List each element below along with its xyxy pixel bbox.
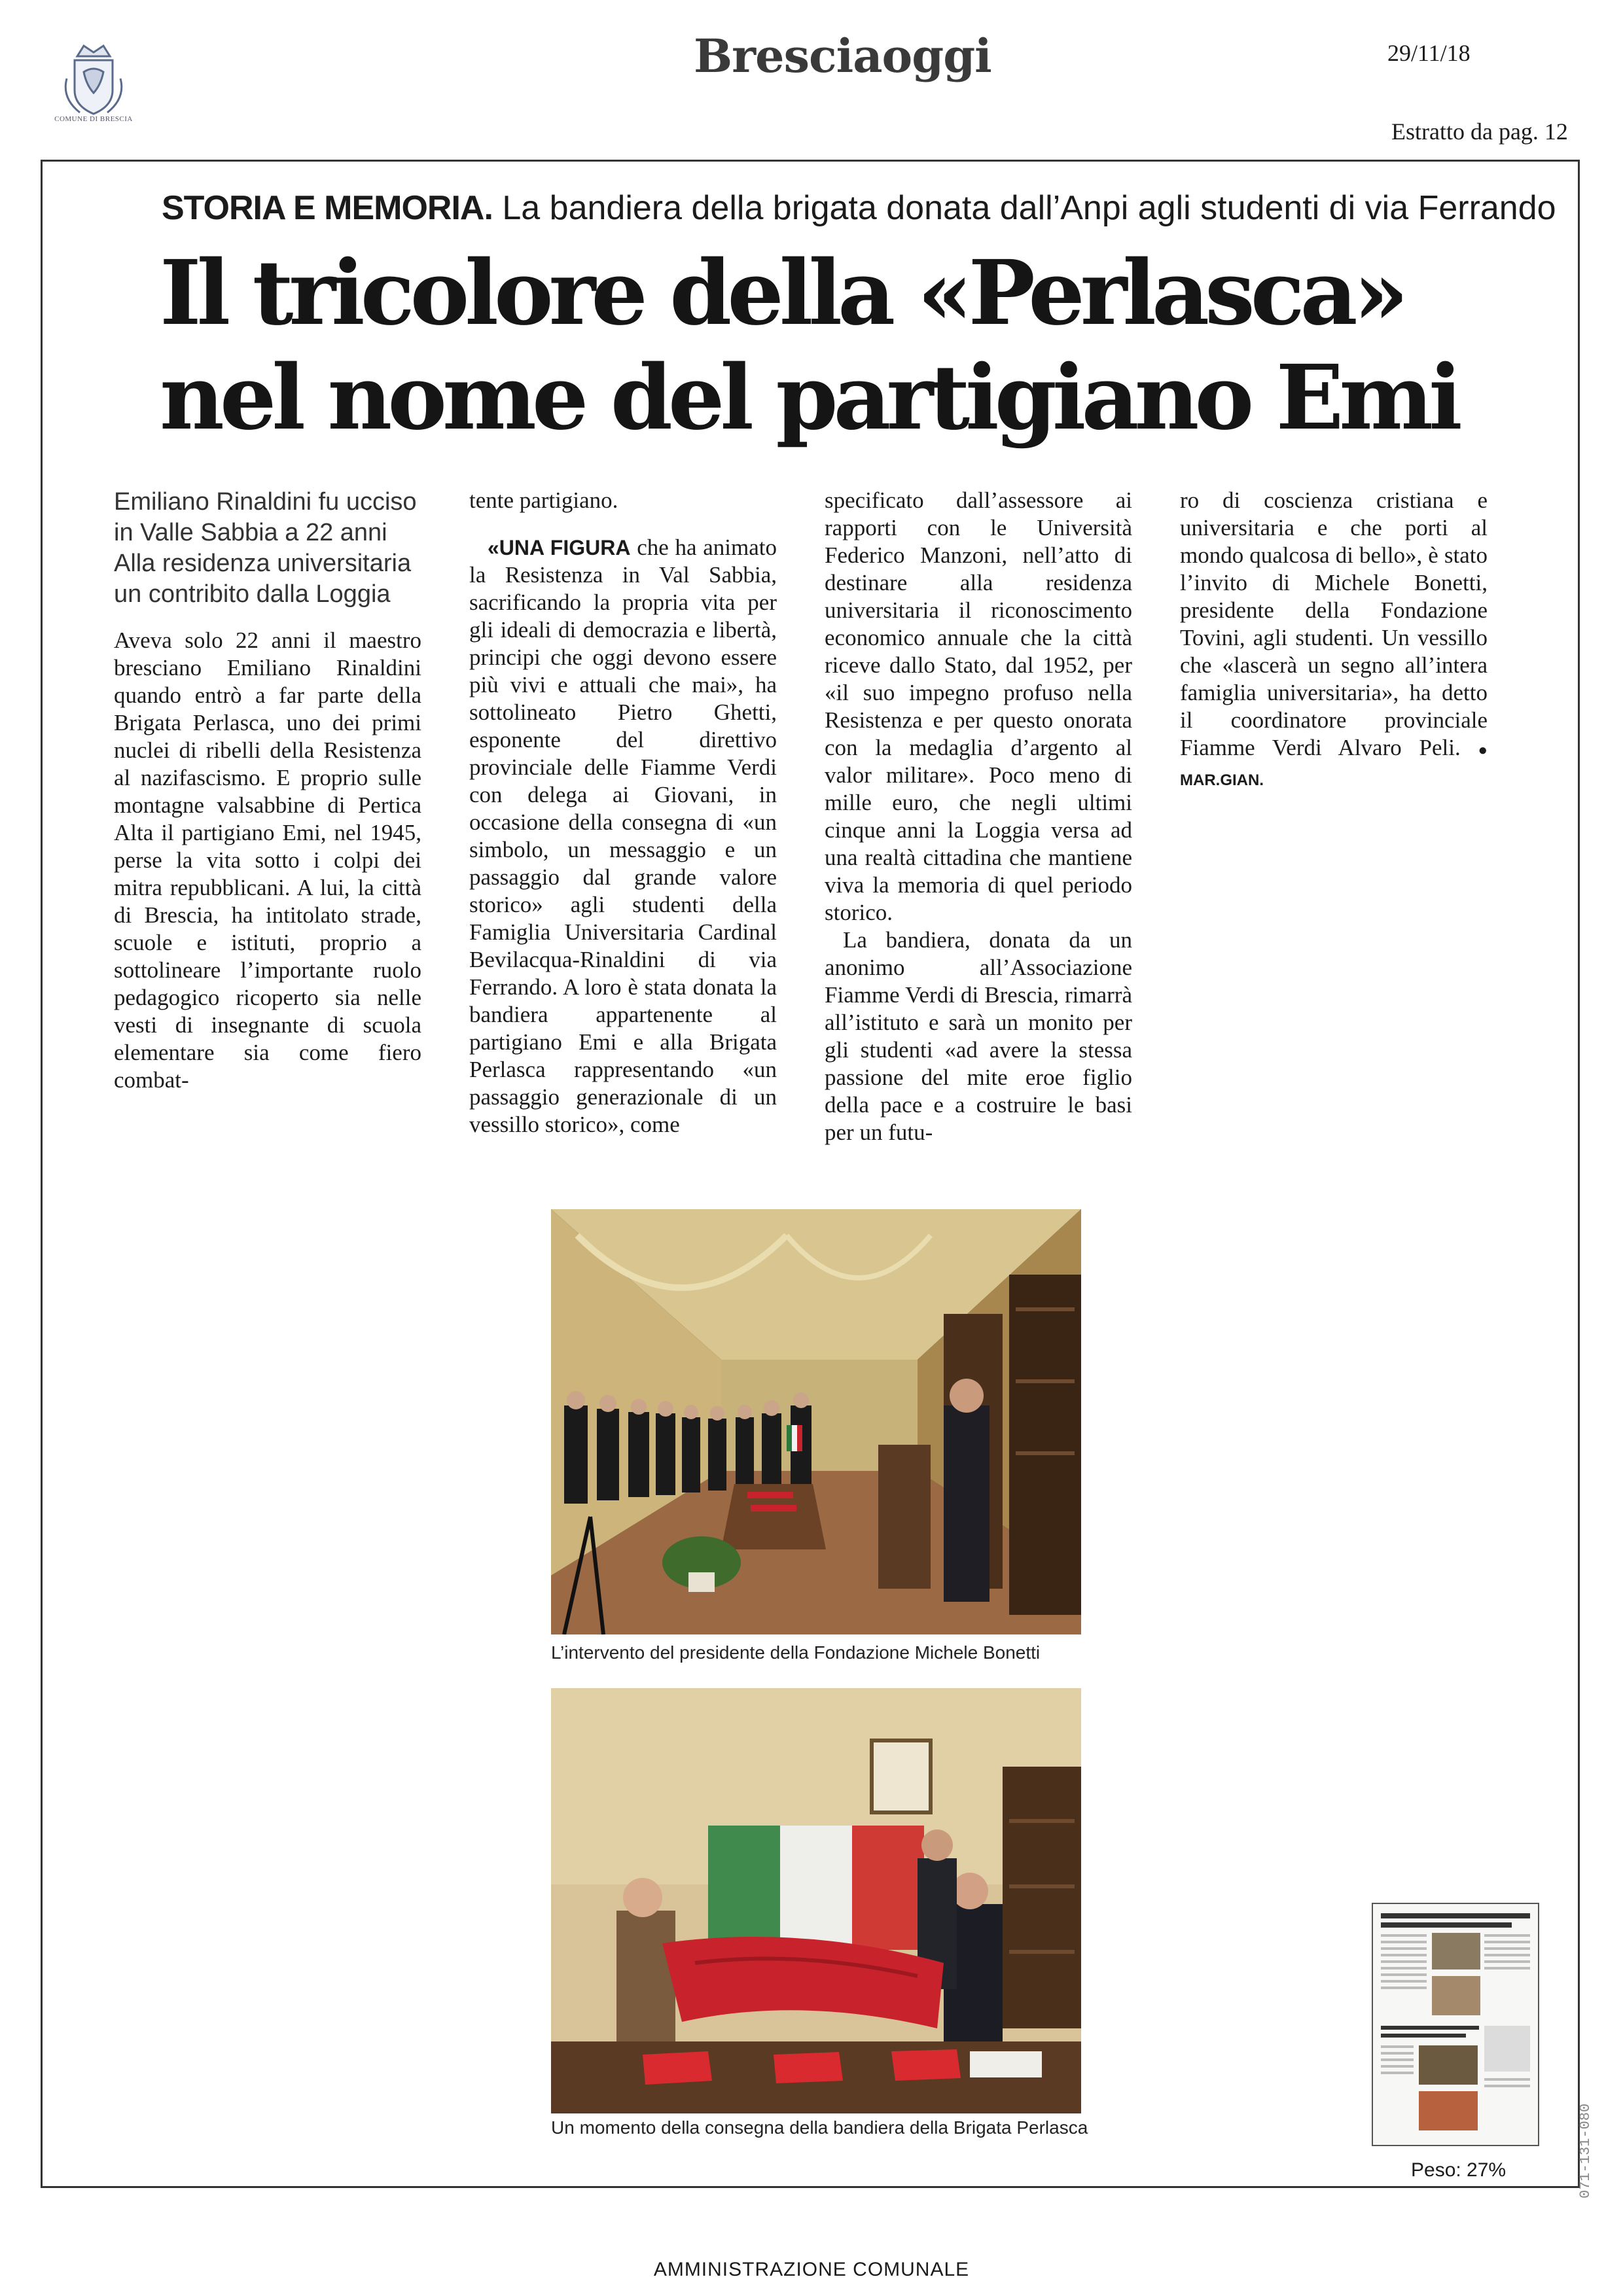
- paragraph-text: che ha animato la Resistenza in Val Sabbia, sacrificando la propria vita per gli ideali di democrazia e libertà, principi che oggi devono essere più vivi e attuali che mai», ha sottolineato Pietro Ghetti, esponente del direttivo provinciale delle Fiamme Verdi con delega ai Giovani, in occasione della consegna di «un simbolo, un messaggio e un passaggio dal grande valore storico» agli studenti della Famiglia Universitaria Cardinal Bevilacqua-Rinaldini di via Ferrando. A loro è stata donata la bandiera appartenente al partigiano Emi e alla Brigata Perlasca rappresentando «un passaggio generazionale di un vessillo storico», come: [469, 535, 777, 1137]
- body-paragraph: tente partigiano.: [469, 487, 618, 513]
- article-kicker: [162, 188, 1556, 228]
- body-paragraph: [469, 534, 777, 1139]
- body-paragraph: La bandiera, donata da un anonimo all’Associazione Fiamme Verdi di Brescia, rimarrà all’istituto e sarà un monito per gli studenti «ad avere la stessa passione del mite eroe figlio della pace e a costruire le basi per un futu-: [825, 927, 1132, 1145]
- logo-caption: COMUNE DI BRESCIA: [54, 115, 133, 123]
- photo-flag-handover: [551, 1688, 1081, 2113]
- photo-caption-1: L’intervento del presidente della Fondazione Michele Bonetti: [551, 1642, 1041, 1663]
- kicker-text: La bandiera della brigata donata dall’Anpi agli studenti di via Ferrando: [492, 189, 1556, 227]
- article-column-3: [825, 487, 1132, 1146]
- article-column-1: [114, 487, 421, 1094]
- article-column-2: [469, 487, 777, 1139]
- article-column-4: [1180, 487, 1488, 794]
- newspaper-masthead: Bresciaoggi: [694, 29, 991, 83]
- photo-caption-2: Un momento della consegna della bandiera della Brigata Perlasca: [551, 2117, 1088, 2138]
- headline-line-1: Il tricolore della «Perlasca»: [160, 241, 1404, 345]
- article-weight: Peso: 27%: [1411, 2159, 1507, 2181]
- page-extract-note: Estratto da pag. 12: [1391, 118, 1568, 145]
- body-paragraph: [1180, 487, 1488, 794]
- paragraph-text: ro di coscienza cristiana e universitaria e che porti al mondo qualcosa di bello», è stato l’invito di Michele Bonetti, presidente della Fondazione Tovini, agli studenti. Un vessillo che «lascerà un segno all’intera famiglia universitaria», ha detto il coordinatore provinciale Fiamme Verdi Alvaro Peli.: [1180, 487, 1488, 760]
- kicker-section: STORIA E MEMORIA.: [162, 189, 493, 227]
- body-paragraph: Aveva solo 22 anni il maestro bresciano Emiliano Rinaldini quando entrò a far parte della Brigata Perlasca, uno dei primi nuclei di ribelli della Resistenza al nazifascismo. E proprio sulle montagne valsabbine di Pertica Alta il partigiano Emi, nel 1945, perse la vita sotto i colpi dei mitra repubblicani. A lui, la città di Brescia, ha intitolato strade, scuole e istituti, proprio a sottolineare l’importante ruolo pedagogico ricoperto sia nelle vesti di insegnante di scuola elementare sia come fiero combat-: [114, 627, 421, 1093]
- headline-line-2: nel nome del partigiano Emi: [160, 345, 1458, 450]
- author-signature: ● MAR.GIAN.: [1180, 741, 1488, 789]
- document-code: 071-131-080: [1577, 2103, 1594, 2199]
- page-footer: AMMINISTRAZIONE COMUNALE: [653, 2259, 970, 2280]
- article-summary: Emiliano Rinaldini fu ucciso in Valle Sabbia a 22 anni Alla residenza universitaria un contribito dalla Loggia: [114, 488, 417, 608]
- paragraph-lead: «UNA FIGURA: [488, 536, 631, 559]
- body-paragraph: specificato dall’assessore ai rapporti con le Università Federico Manzoni, nell’atto di destinare alla residenza universitaria il riconoscimento economico annuale che la città riceve dallo Stato, dal 1952, per «il suo impegno profuso nella Resistenza e per questo onorata con la medaglia d’argento al valor militare». Poco meno di mille euro, che negli ultimi cinque anni la Loggia versa ad una realtà cittadina che mantiene viva la memoria di quel periodo storico.: [825, 487, 1132, 925]
- publication-date: 29/11/18: [1387, 40, 1471, 66]
- page-thumbnail: [1372, 1903, 1539, 2146]
- photo-speech-corridor: [551, 1209, 1081, 1634]
